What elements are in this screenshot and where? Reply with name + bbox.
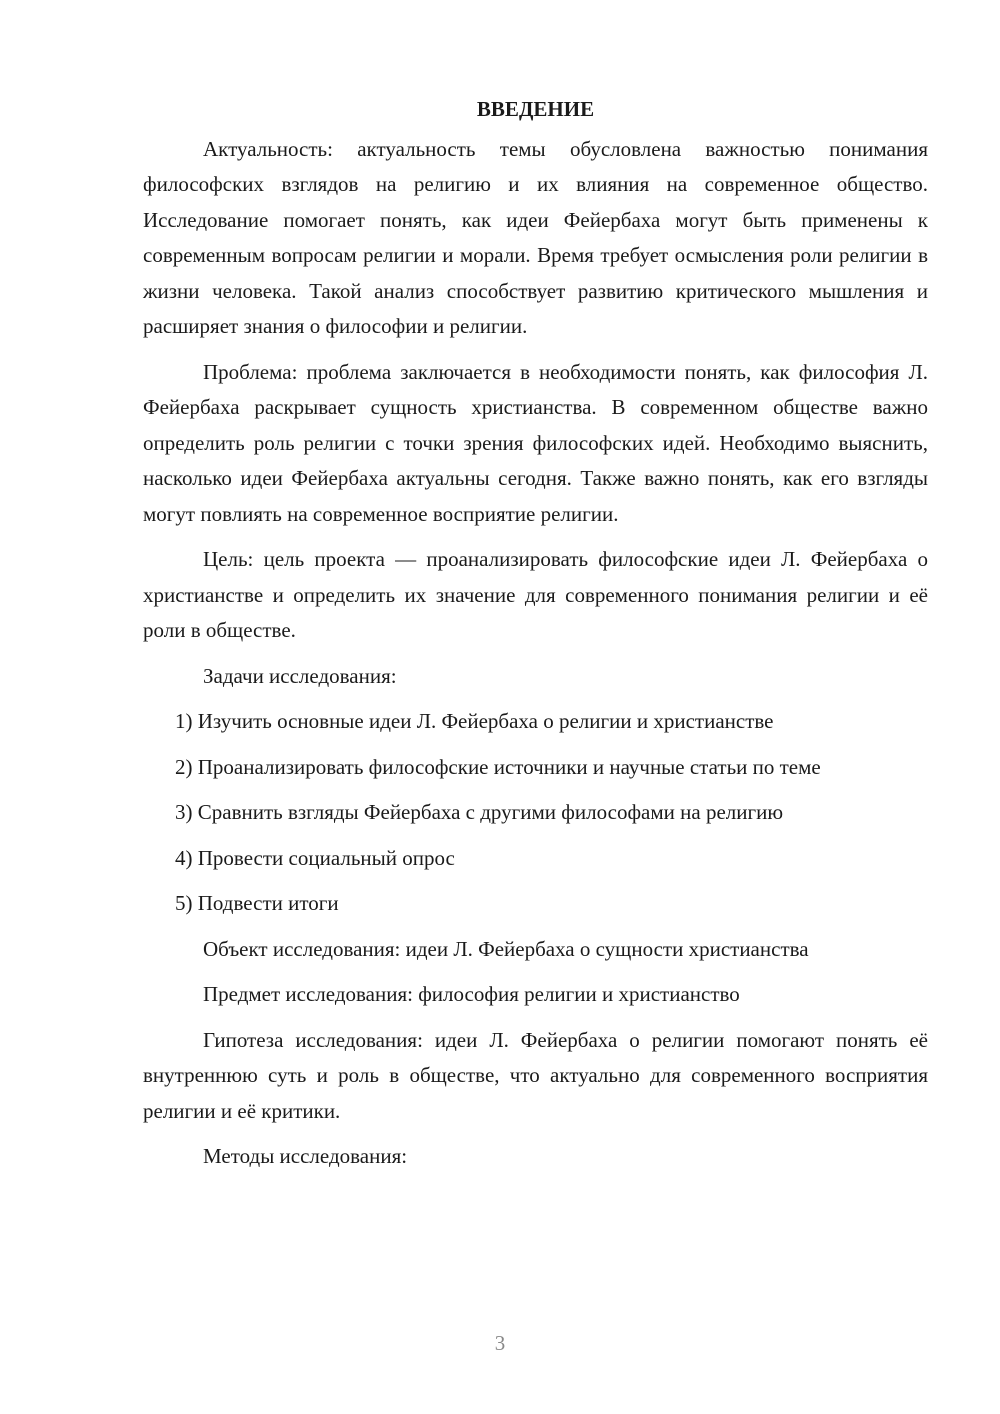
task-item-1: 1) Изучить основные идеи Л. Фейербаха о религии и христианстве <box>175 709 774 733</box>
research-object: Объект исследования: идеи Л. Фейербаха о сущности христианства <box>203 936 809 961</box>
paragraph-problem: Проблема: проблема заключается в необходимости понять, как философия Л. Фейербаха раскрывает сущность христианства. В современном обществе важно определить роль религии с точки зрения философских идей. Необходимо выяснить, насколько идеи Фейербаха актуальны сегодня. Также важно понять, как его взгляды могут повлиять на современное восприятие религии. <box>143 359 928 526</box>
research-subject: Предмет исследования: философия религии и христианство <box>203 982 740 1006</box>
tasks-heading: Задачи исследования: <box>203 663 397 688</box>
research-hypothesis: Гипотеза исследования: идеи Л. Фейербаха о религии помогают понять её внутреннюю суть и роль в обществе, что актуально для современного восприятия религии и её критики. <box>143 1027 928 1123</box>
paragraph-relevance: Актуальность: актуальность темы обусловлена важностью понимания философских взглядов на религию и их влияния на современное общество. Исследование помогает понять, как идеи Фейербаха могут быть применены к современным вопросам религии и морали. Время требует осмысления роли религии в жизни человека. Такой анализ способствует развитию критического мышления и расширяет знания о философии и религии. <box>143 136 928 338</box>
page-number: 3 <box>494 1331 506 1355</box>
methods-heading: Методы исследования: <box>203 1144 408 1168</box>
task-item-2: 2) Проанализировать философские источники и научные статьи по теме <box>175 754 821 779</box>
document-page <box>143 92 928 1185</box>
section-title: ВВЕДЕНИЕ <box>476 97 595 121</box>
task-item-4: 4) Провести социальный опрос <box>175 845 455 870</box>
task-item-5: 5) Подвести итоги <box>175 891 339 915</box>
paragraph-goal: Цель: цель проекта — проанализировать философские идеи Л. Фейербаха о христианстве и определить их значение для современного понимания религии и её роли в обществе. <box>143 547 928 642</box>
task-item-3: 3) Сравнить взгляды Фейербаха с другими философами на религию <box>175 800 784 824</box>
